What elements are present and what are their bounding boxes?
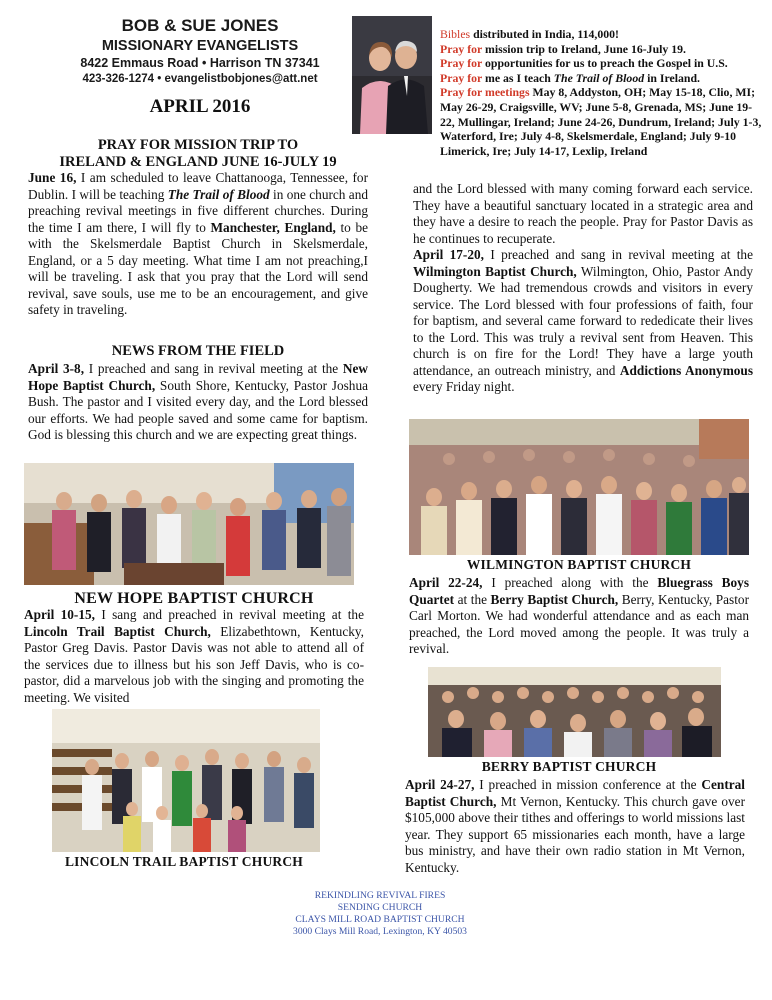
meetings-schedule: Pray for meetings May 8, Addyston, OH; May 15-18, Clio, MI; May 26-29, Craigsville, WV; June 5-8, Grenada, MS; June 19-22, Mullingar, Ireland; June 24-26, Dundrum, Ireland; July 1-3, Waterford, Ire; July 4-8, Skelsmerdale, England; July 9-10 Limerick, Ire; July 14-17, Lexlip, Ireland <box>440 85 762 158</box>
central-paragraph: April 24-27, I preached in mission conference at the Central Baptist Church, Mt Vernon, Kentucky. This church gave over $105,000 above their tithes and offerings to world missions last year. They support 65 missionaries each month, have a large bus ministry, and have their own radio station in Mt Vernon, Kentucky. <box>405 777 745 875</box>
mission-trip-heading: PRAY FOR MISSION TRIP TO IRELAND & ENGLAND JUNE 16-JULY 19 <box>59 137 337 170</box>
footer-address: 3000 Clays Mill Road, Lexington, KY 40503 <box>293 926 467 937</box>
wilmington-paragraph: April 17-20, I preached and sang in revival meeting at the Wilmington Baptist Church, Wilmington, Ohio, Pastor Andy Dougherty. We had tremendous crowds and visitors in every service. The Lord blessed with four professions of faith, four for baptism, and several came forward to rededicate their lives to the Lord. This was truly a revival sent from Heaven. This church is on fire for the Lord! They have a large youth attendance, an outreach ministry, and Addictions Anonymous every Friday night. <box>413 247 753 394</box>
prayer-item: Pray for mission trip to Ireland, June 16-July 19. <box>440 41 687 56</box>
new-hope-caption: NEW HOPE BAPTIST CHURCH <box>74 590 314 607</box>
header-address: 8422 Emmaus Road • Harrison TN 37341 <box>80 56 320 70</box>
header-contact: 423-326-1274 • evangelistbobjones@att.net <box>82 73 318 85</box>
header-names: BOB & SUE JONES <box>121 16 279 35</box>
footer-line: REKINDLING REVIVAL FIRES <box>314 890 446 901</box>
newsletter-month: APRIL 2016 <box>149 96 251 117</box>
mission-trip-paragraph: June 16, I am scheduled to leave Chattanooga, Tennessee, for Dublin. I will be teaching The Trail of Blood in one church and preaching revival meetings in five different churches. During the time I am there, I will fly to Manchester, England, to be with the Skelsmerdale Baptist Church in Skelsmerdale, England, or a 5 day meeting. What time I am not preaching,I will be traveling. I ask that you pray that the Lord will send revival, save souls, use me to be an encouragement, and give safety in traveling. <box>28 170 369 317</box>
prayer-item: Pray for opportunities for us to preach the Gospel in U.S. <box>440 56 728 71</box>
lincoln-trail-paragraph: April 10-15, I sang and preached in revival meeting at the Lincoln Trail Baptist Church, Elizabethtown, Kentucky, Pastor Greg Davis. Pastor Davis was not able to attend all of the services due to illness but his son Jeff Davis, who is co-pastor, did a marvelous job with the singing and promoting the meeting. We visited <box>24 607 364 705</box>
bibles-distributed-line: Bibles distributed in India, 114,000! <box>440 27 619 41</box>
lincoln-trail-continuation: and the Lord blessed with many coming forward each service. They have a beautiful sanctuary located in a strategic area and they have a desire to reach the people. Pray for Pastor Davis as he continues to recuperate. <box>413 181 753 246</box>
header-title: MISSIONARY EVANGELISTS <box>101 38 299 54</box>
missionary-couple-photo <box>352 16 432 134</box>
prayer-item: Pray for me as I teach The Trail of Blood in Ireland. <box>440 70 700 85</box>
wilmington-group-photo <box>409 419 749 555</box>
footer-line: CLAYS MILL ROAD BAPTIST CHURCH <box>295 914 465 925</box>
lincoln-trail-caption: LINCOLN TRAIL BAPTIST CHURCH <box>64 854 304 869</box>
prayer-list <box>440 27 762 158</box>
berry-group-photo <box>428 667 721 757</box>
new-hope-paragraph: April 3-8, I preached and sang in revival meeting at the New Hope Baptist Church, South Shore, Kentucky, Pastor Joshua Bush. The pastor and I visited every day, and the Lord blessed our efforts. We had people saved and some came for baptism. God is blessing this church and we are expecting great things. <box>28 361 368 442</box>
sending-church-footer <box>230 890 530 938</box>
news-heading: NEWS FROM THE FIELD <box>111 343 285 359</box>
new-hope-group-photo <box>24 463 354 585</box>
berry-caption: BERRY BAPTIST CHURCH <box>481 759 657 774</box>
wilmington-caption: WILMINGTON BAPTIST CHURCH <box>466 557 692 572</box>
berry-paragraph: April 22-24, I preached along with the Bluegrass Boys Quartet at the Berry Baptist Church, Berry, Kentucky, Pastor Carl Morton. We had wonderful attendance and as each man preached, the Lord moved among the people. It was truly a revival. <box>409 575 750 656</box>
footer-line: SENDING CHURCH <box>337 902 423 913</box>
lincoln-trail-group-photo <box>52 709 320 852</box>
